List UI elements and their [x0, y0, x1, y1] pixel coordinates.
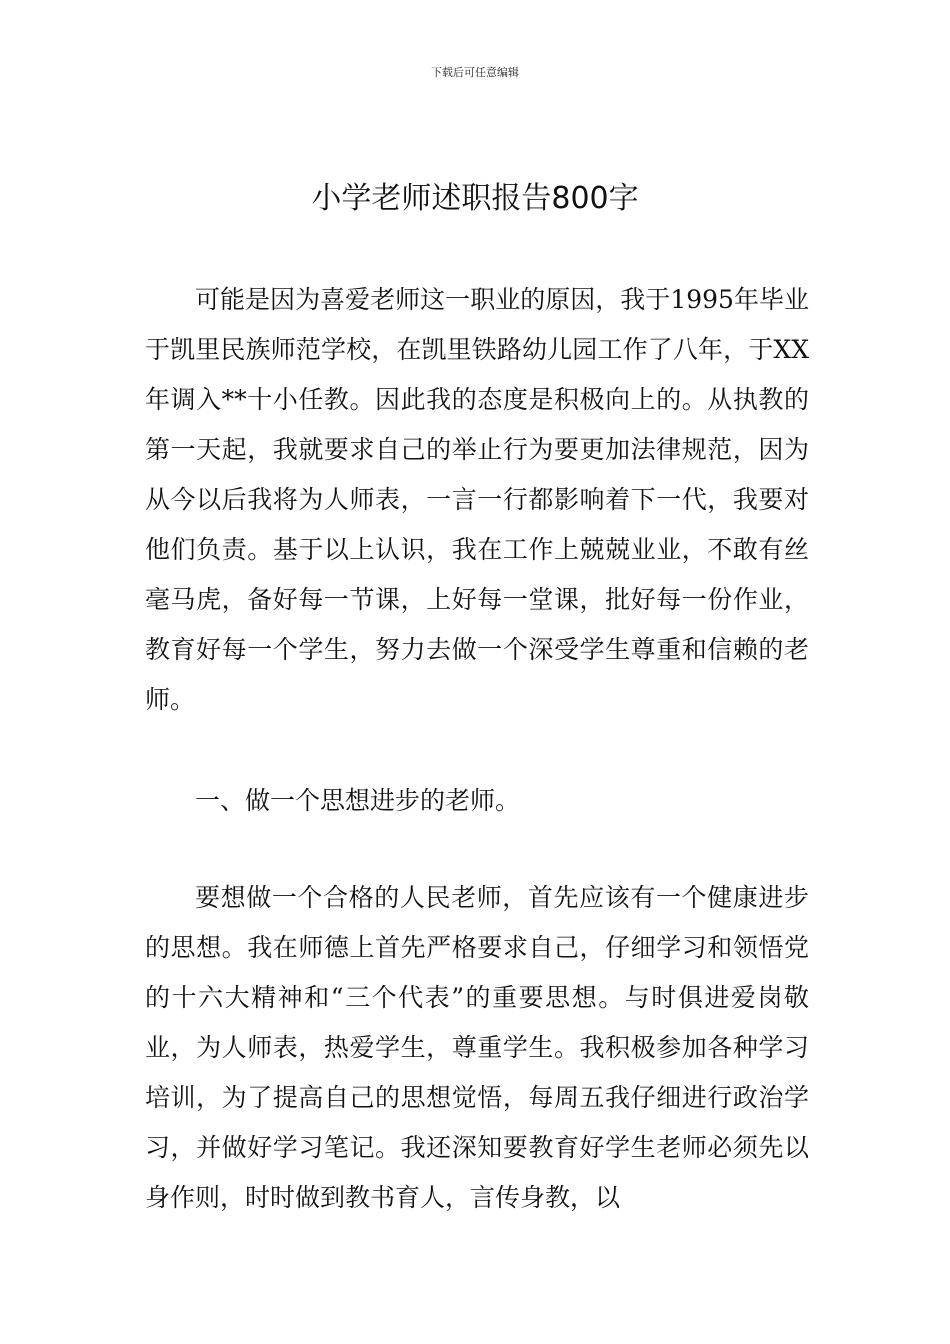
paragraph-intro: 可能是因为喜爱老师这一职业的原因，我于1995年毕业于凯里民族师范学校，在凯里铁路幼儿园工作了八年，于XX年调入**十小任教。因此我的态度是积极向上的。从执教的第一天起，我就要求自己的举止行为要更加法律规范，因为从今以后我将为人师表，一言一行都影响着下一代，我要对他们负责。基于以上认识，我在工作上兢兢业业，不敢有丝毫马虎，备好每一节课，上好每一堂课，批好每一份作业，教育好每一个学生，努力去做一个深受学生尊重和信赖的老师。: [145, 285, 810, 714]
section-heading: 一、做一个思想进步的老师。: [195, 786, 521, 815]
header-note: 下载后可任意编辑: [431, 66, 519, 79]
document-title: 小学老师述职报告800字: [311, 181, 639, 216]
paragraph-section-one: 要想做一个合格的人民老师，首先应该有一个健康进步的思想。我在师德上首先严格要求自己，仔细学习和领悟党的十六大精神和“三个代表”的重要思想。与时俱进爱岗敬业，为人师表，热爱学生，尊重学生。我积极参加各种学习培训，为了提高自己的思想觉悟，每周五我仔细进行政治学习，并做好学习笔记。我还深知要教育好学生老师必须先以身作则，时时做到教书育人，言传身教，以: [145, 883, 809, 1212]
